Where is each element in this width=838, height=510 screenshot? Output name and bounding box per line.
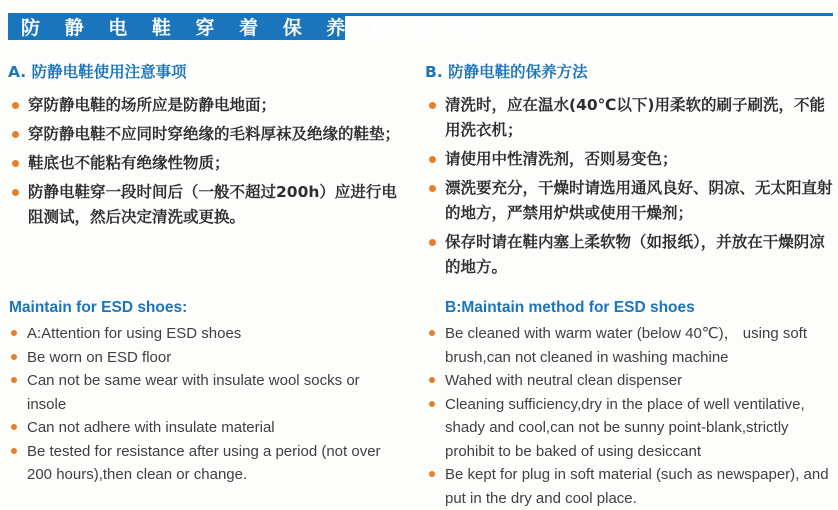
section-cn-maintain bbox=[425, 60, 835, 284]
list-item bbox=[8, 93, 412, 118]
bullet-list-cn-usage bbox=[8, 93, 412, 230]
list-item bbox=[9, 346, 401, 370]
bullet-icon bbox=[429, 156, 436, 163]
section-heading-en-maintain: B:Maintain method for ESD shoes bbox=[445, 299, 695, 316]
bullet-icon bbox=[11, 354, 17, 360]
list-item bbox=[427, 369, 833, 393]
section-cn-usage bbox=[8, 60, 412, 234]
bullet-icon bbox=[429, 471, 435, 477]
section-heading-cn-usage: A. 防静电鞋使用注意事项 bbox=[8, 63, 187, 81]
title-rule bbox=[345, 13, 833, 16]
list-item bbox=[427, 463, 833, 510]
bullet-icon bbox=[429, 377, 435, 383]
title-banner bbox=[8, 13, 486, 40]
list-item-text: 请使用中性清洗剂，否则易变色； bbox=[445, 150, 678, 168]
bullet-icon bbox=[12, 160, 19, 167]
bullet-icon bbox=[11, 377, 17, 383]
list-item bbox=[8, 122, 412, 147]
list-item bbox=[425, 147, 835, 172]
list-item bbox=[425, 230, 835, 280]
list-item-text: Cleaning sufficiency,dry in the place of well ventilative, shady and cool,can not be sunny point-blank,strictly prohibit to be baked of using desiccant bbox=[445, 395, 805, 460]
list-item bbox=[8, 180, 412, 230]
list-item-text: Can not be same wear with insulate wool socks or insole bbox=[27, 372, 360, 413]
list-item-text: Wahed with neutral clean dispenser bbox=[445, 372, 683, 389]
list-item-text: 鞋底也不能粘有绝缘性物质； bbox=[28, 154, 230, 172]
list-item-text: 漂洗要充分，干燥时请选用通风良好、阴凉、无太阳直射的地方，严禁用炉烘或使用干燥剂； bbox=[445, 179, 833, 222]
section-heading-cn-maintain: B. 防静电鞋的保养方法 bbox=[425, 63, 588, 81]
bullet-list-en-usage bbox=[9, 322, 401, 487]
bullet-icon bbox=[429, 185, 436, 192]
bullet-icon bbox=[12, 189, 19, 196]
bullet-icon bbox=[429, 401, 435, 407]
list-item bbox=[425, 93, 835, 143]
list-item bbox=[9, 322, 401, 346]
list-item bbox=[8, 151, 412, 176]
list-item bbox=[427, 393, 833, 464]
list-item-text: 清洗时，应在温水(40℃以下)用柔软的刷子刷洗，不能用洗衣机； bbox=[445, 96, 826, 139]
bullet-icon bbox=[12, 131, 19, 138]
bullet-icon bbox=[11, 424, 17, 430]
bullet-icon bbox=[12, 102, 19, 109]
bullet-icon bbox=[11, 448, 17, 454]
list-item bbox=[9, 369, 401, 416]
list-item-text: 穿防静电鞋的场所应是防静电地面； bbox=[28, 96, 277, 114]
list-item bbox=[9, 416, 401, 440]
section-en-maintain bbox=[427, 299, 833, 510]
list-item-text: Can not adhere with insulate material bbox=[27, 419, 275, 436]
list-item bbox=[427, 322, 833, 369]
list-item-text: 防静电鞋穿一段时间后（一般不超过200h）应进行电阻测试，然后决定清洗或更换。 bbox=[28, 183, 397, 226]
list-item-text: Be worn on ESD floor bbox=[27, 348, 172, 366]
list-item-text: A:Attention for using ESD shoes bbox=[27, 325, 242, 342]
bullet-icon bbox=[429, 330, 435, 336]
list-item-text: Be cleaned with warm water (below 40℃)， using soft brush,can not cleaned in washing machine bbox=[445, 325, 807, 366]
bullet-icon bbox=[11, 330, 17, 336]
bullet-icon bbox=[429, 239, 436, 246]
list-item-text: 穿防静电鞋不应同时穿绝缘的毛料厚袜及绝缘的鞋垫； bbox=[28, 125, 401, 143]
list-item bbox=[9, 440, 401, 487]
bullet-icon bbox=[429, 102, 436, 109]
list-item-text: Be kept for plug in soft material (such as newspaper), and put in the dry and cool place. bbox=[445, 466, 829, 507]
bullet-list-cn-maintain bbox=[425, 93, 835, 280]
list-item-text: Be tested for resistance after using a period (not over 200 hours),then clean or change. bbox=[27, 442, 381, 483]
section-heading-en-usage: Maintain for ESD shoes: bbox=[9, 299, 188, 316]
list-item bbox=[425, 176, 835, 226]
section-en-usage bbox=[9, 299, 401, 487]
bullet-list-en-maintain bbox=[427, 322, 833, 510]
list-item-text: 保存时请在鞋内塞上柔软物（如报纸），并放在干燥阴凉的地方。 bbox=[445, 233, 825, 276]
page-title: 防 静 电 鞋 穿 着 保 养 和 管 理 bbox=[21, 17, 486, 39]
